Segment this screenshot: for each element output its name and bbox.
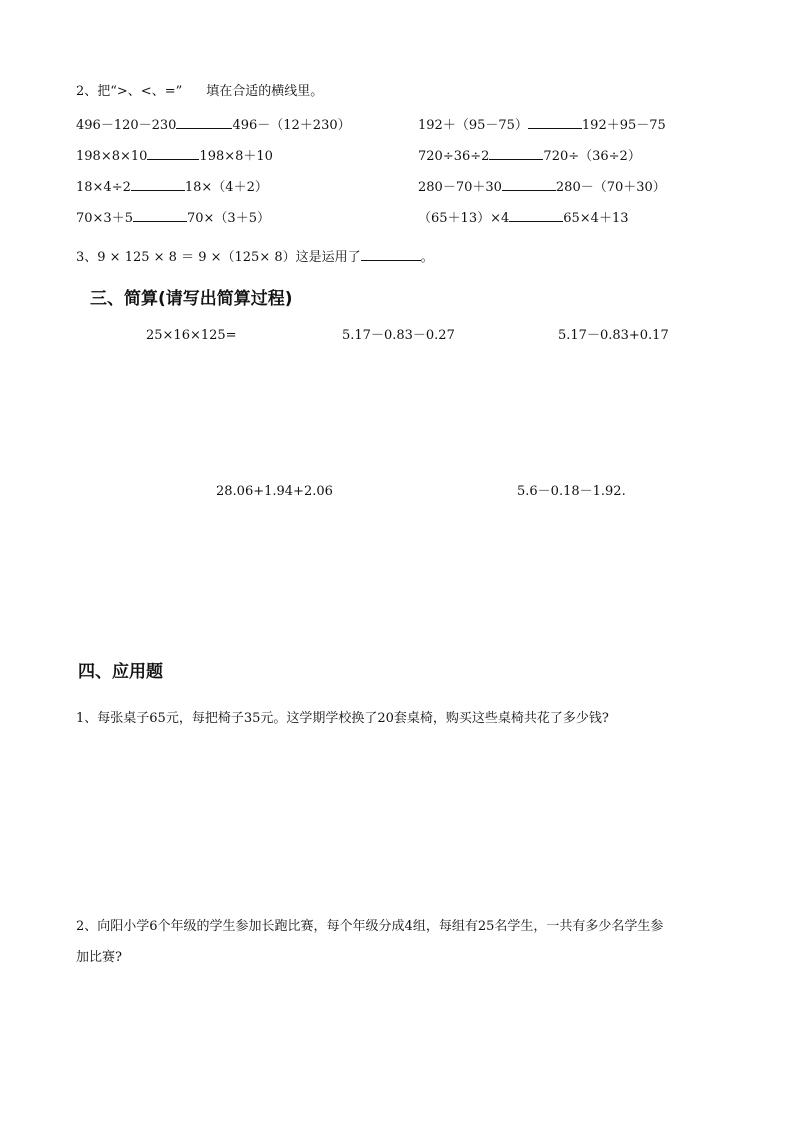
q2-title-part2: 填在合适的横线里。 [206,84,324,99]
expression-right: 720÷（36÷2） [543,149,641,164]
expression-left: 70×3＋5 [76,211,133,226]
expression-right: 280－（70＋30） [555,180,666,195]
answer-blank[interactable] [528,116,582,129]
comparison-row-1-left [76,116,351,134]
simplify-problem-4: 28.06+1.94+2.06 [216,484,333,499]
expression-right: 496－（12＋230） [232,118,351,133]
answer-blank[interactable] [502,178,556,191]
expression-right: 192＋95－75 [581,118,666,133]
q3-line [76,248,434,266]
expression-left: 720÷36÷2 [418,149,490,164]
comparison-row-4-right [418,209,629,227]
q2-title-part1: 2、把“>、<、=” [76,84,183,99]
answer-blank[interactable] [509,209,563,222]
comparison-row-4-left [76,209,270,227]
word-problem-1: 1、每张桌子65元，每把椅子35元。这学期学校换了20套桌椅，购买这些桌椅共花了多少钱? [76,711,609,726]
expression-left: 496－120－230 [76,118,177,133]
simplify-problem-3: 5.17－0.83+0.17 [558,328,669,343]
comparison-row-2-right [418,147,641,165]
section-4-heading: 四、应用题 [78,662,163,682]
answer-blank[interactable] [489,147,543,160]
answer-blank[interactable] [176,116,232,129]
word-problem-2-line-2: 加比赛? [76,950,122,965]
expression-right: 65×4＋13 [563,211,629,226]
expression-left: 280－70＋30 [418,180,502,195]
comparison-row-3-left [76,178,268,196]
answer-blank[interactable] [147,147,199,160]
expression-left: 18×4÷2 [76,180,131,195]
expression-right: 18×（4＋2） [184,180,268,195]
expression-right: 198×8＋10 [199,149,273,164]
simplify-problem-2: 5.17－0.83－0.27 [342,328,455,343]
simplify-problem-1: 25×16×125= [146,328,237,343]
simplify-problem-5: 5.6－0.18－1.92. [517,484,626,499]
answer-blank[interactable] [131,178,185,191]
q3-text: 3、9 × 125 × 8 ＝ 9 ×（125× 8）这是运用了 [76,250,361,265]
q3-end: 。 [420,250,434,265]
answer-blank[interactable] [133,209,187,222]
comparison-row-1-right [418,116,666,134]
section-3-heading: 三、简算(请写出简算过程) [90,289,293,309]
comparison-row-3-right [418,178,666,196]
answer-blank[interactable] [361,248,421,261]
q2-title [76,84,323,100]
expression-left: 192＋（95－75） [418,118,528,133]
comparison-row-2-left [76,147,273,165]
word-problem-2-line-1: 2、向阳小学6个年级的学生参加长跑比赛，每个年级分成4组，每组有25名学生，一共有多少名学生参 [76,919,664,934]
expression-left: （65＋13）×4 [418,211,510,226]
expression-left: 198×8×10 [76,149,148,164]
expression-right: 70×（3＋5） [186,211,270,226]
